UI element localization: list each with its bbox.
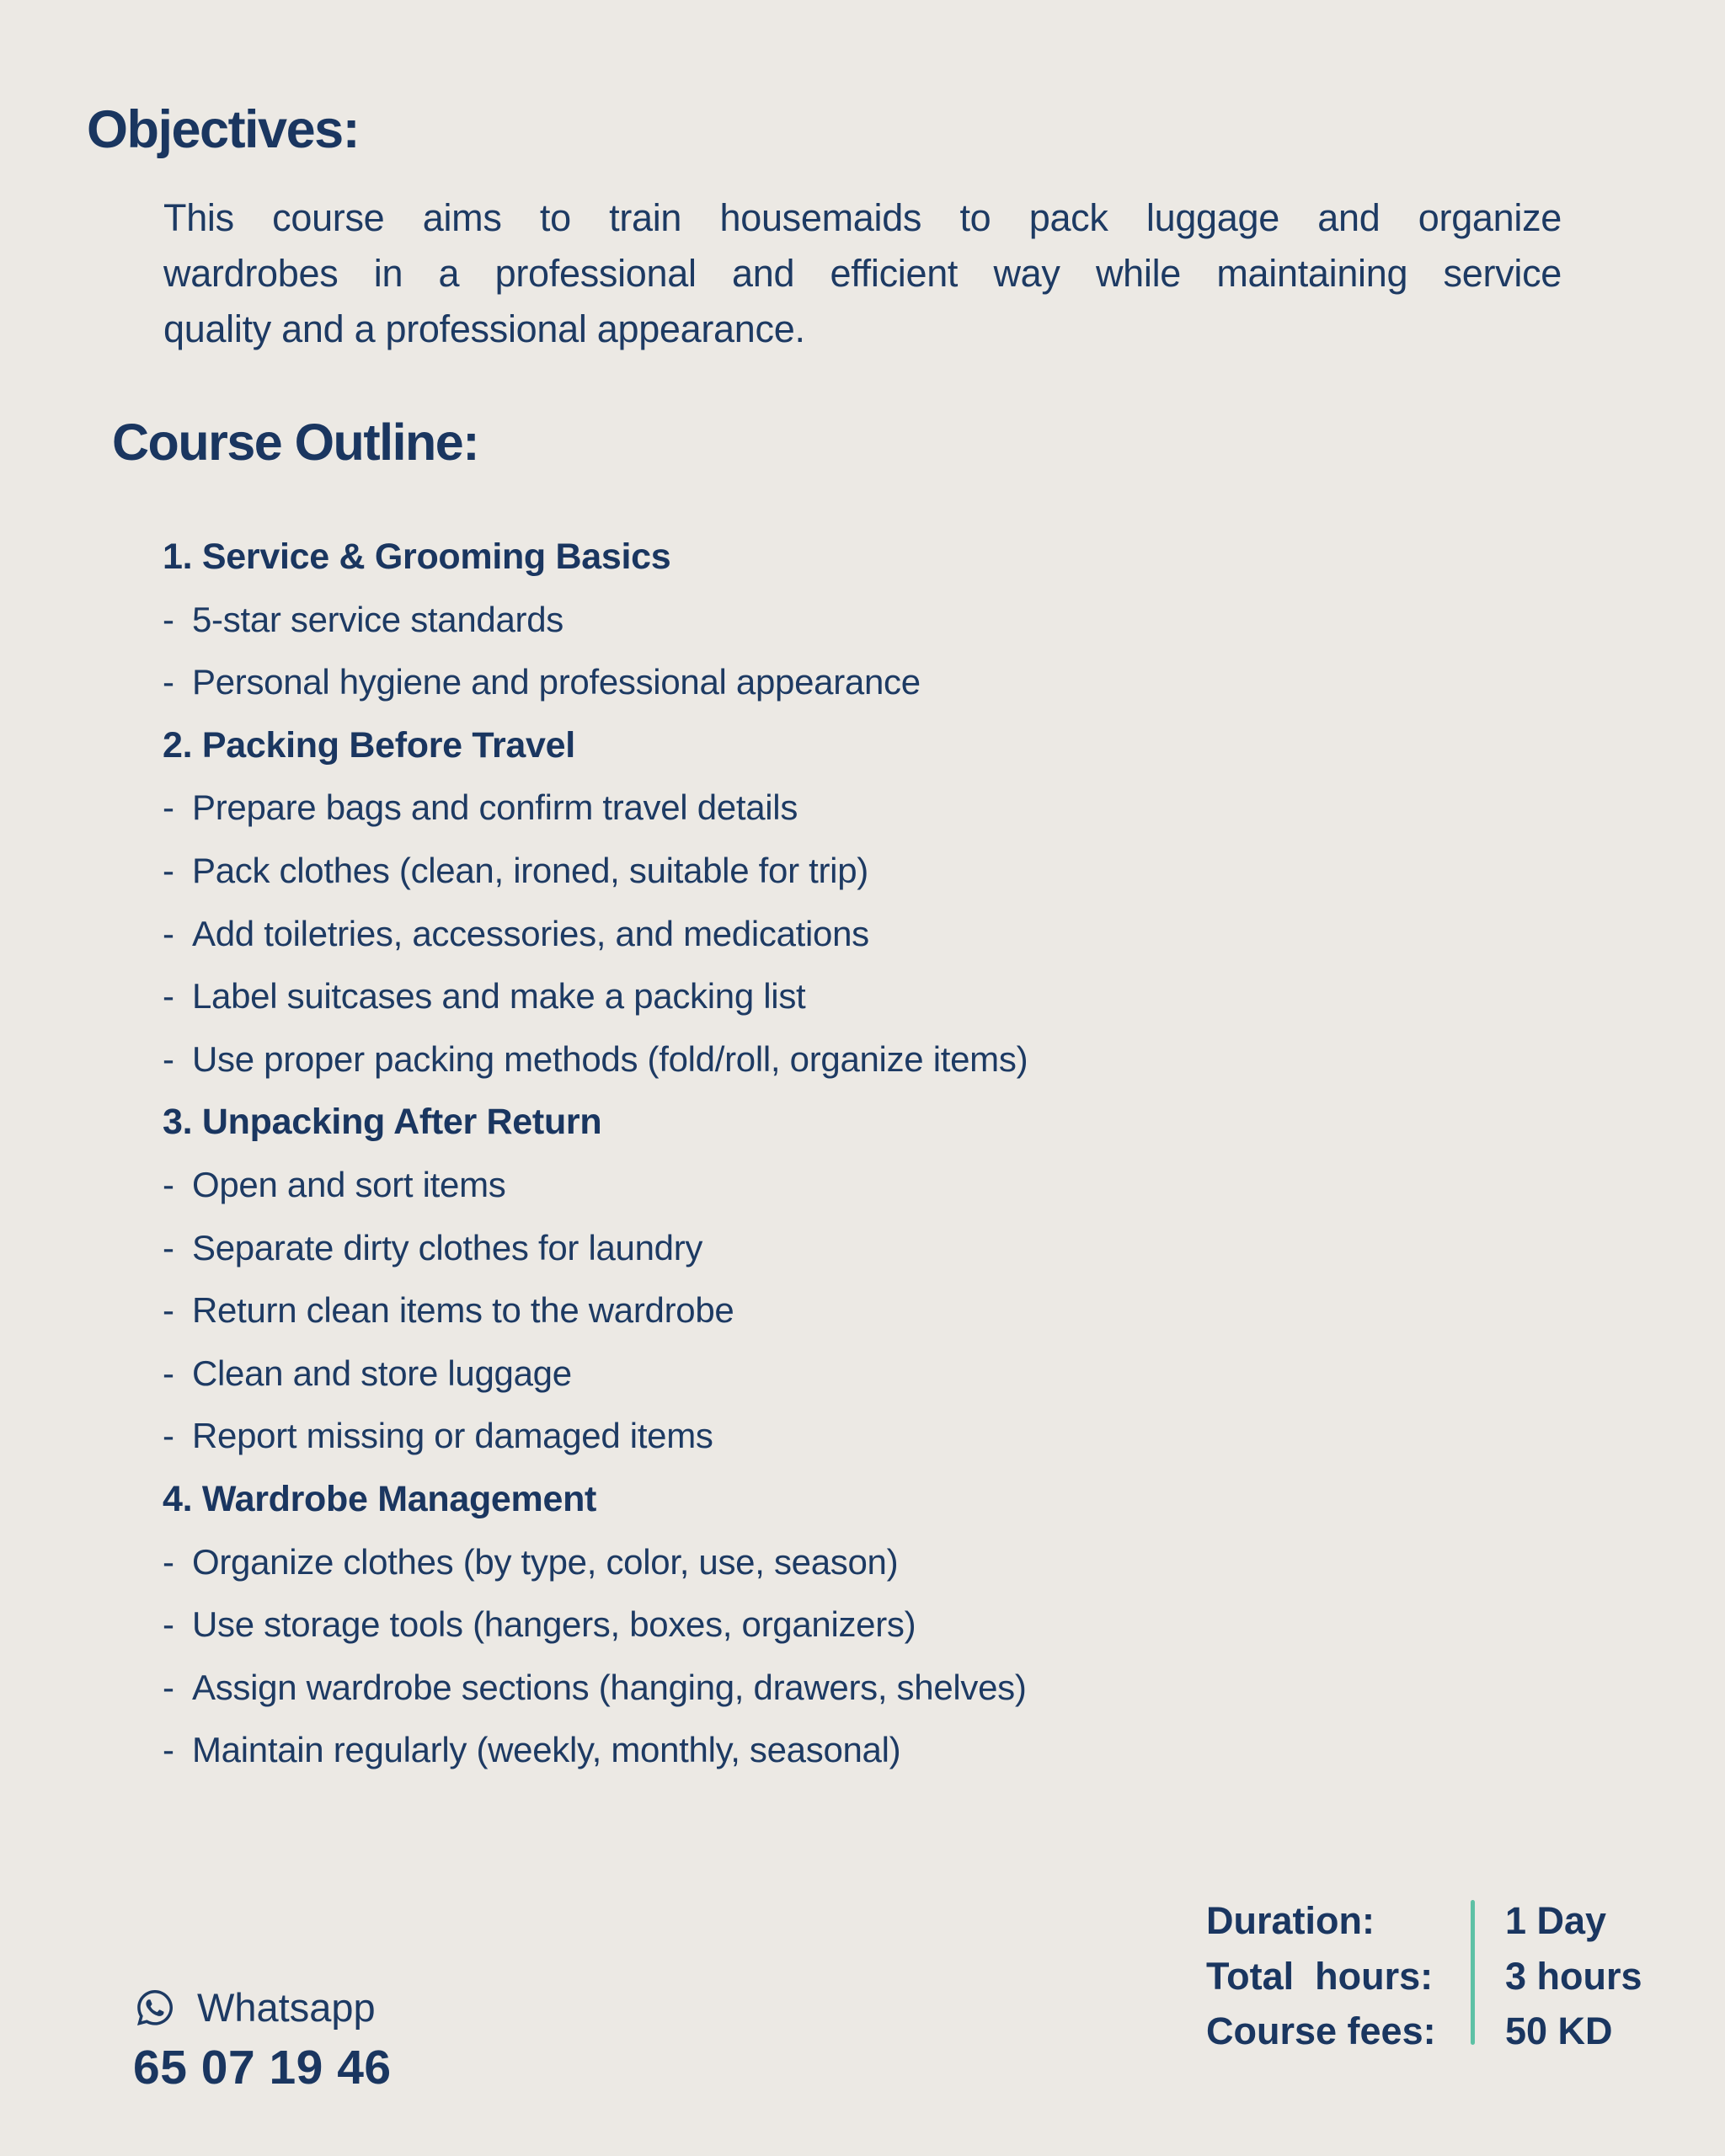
dash-bullet: - [163,1541,174,1582]
dash-bullet: - [163,1227,174,1267]
dash-bullet: - [163,1667,174,1707]
dash-bullet: - [163,1604,174,1645]
dash-bullet: - [163,1038,174,1079]
outline-item-label: Assign wardrobe sections (hanging, drawers, shelves) [192,1667,1027,1707]
outline-item-label: Prepare bags and confirm travel details [192,787,798,828]
outline-section-heading-2: 2. Packing Before Travel [163,724,575,766]
course-info-table [1206,1893,1642,2059]
outline-item-label: Use proper packing methods (fold/roll, organize items) [192,1038,1028,1079]
objectives-paragraph-line: wardrobes in a professional and efficient way while maintaining service [163,252,1562,295]
info-label: Total hours: [1206,1954,1434,1998]
outline-item-label: Organize clothes (by type, color, use, season) [192,1541,899,1582]
info-row-duration [1206,1893,1642,1949]
outline-item-label: Report missing or damaged items [192,1416,713,1456]
outline-item-label: Open and sort items [192,1164,506,1204]
outline-item-label: Add toiletries, accessories, and medications [192,913,869,953]
course-outline-list [163,526,1611,1782]
outline-item [163,903,1611,966]
objectives-paragraph [163,190,1562,357]
objectives-paragraph-line: This course aims to train housemaids to pack luggage and organize [163,196,1562,239]
outline-item [163,589,1611,652]
course-outline-heading: Course Outline: [112,414,479,471]
phone-number: 65 07 19 46 [133,2041,392,2095]
outline-section-heading-3: 3. Unpacking After Return [163,1102,602,1143]
whatsapp-label: Whatsapp [197,1985,376,2030]
outline-section-heading-4: 4. Wardrobe Management [163,1478,597,1519]
whatsapp-contact[interactable] [135,1984,376,2031]
outline-item [163,1657,1611,1720]
info-label: Duration: [1206,1899,1375,1942]
outline-item [163,1217,1611,1280]
outline-item [163,1531,1611,1594]
outline-item [163,1154,1611,1217]
outline-item-label: Return clean items to the wardrobe [192,1290,734,1331]
dash-bullet: - [163,913,174,953]
dash-bullet: - [163,850,174,890]
info-value: 1 Day [1505,1899,1607,1942]
dash-bullet: - [163,599,174,639]
dash-bullet: - [163,1290,174,1331]
outline-item [163,1028,1611,1091]
outline-item [163,840,1611,903]
dash-bullet: - [163,662,174,702]
outline-item-label: Use storage tools (hangers, boxes, organizers) [192,1604,916,1645]
outline-item-label: Personal hygiene and professional appearance [192,662,921,702]
outline-item-label: Maintain regularly (weekly, monthly, seasonal) [192,1730,901,1770]
dash-bullet: - [163,976,174,1017]
info-value: 3 hours [1505,1954,1642,1998]
info-divider-line [1471,1900,1475,2045]
outline-item-label: Separate dirty clothes for laundry [192,1227,703,1267]
dash-bullet: - [163,1730,174,1770]
outline-section-heading-1: 1. Service & Grooming Basics [163,536,671,577]
dash-bullet: - [163,787,174,828]
outline-item-label: Clean and store luggage [192,1353,572,1393]
dash-bullet: - [163,1353,174,1393]
outline-item [163,776,1611,840]
info-row-total-hours [1206,1949,1642,2004]
outline-item-label: Pack clothes (clean, ironed, suitable for trip) [192,850,868,890]
outline-item [163,1405,1611,1468]
outline-item [163,1719,1611,1782]
outline-item [163,1593,1611,1657]
dash-bullet: - [163,1416,174,1456]
whatsapp-icon [135,1988,175,2028]
objectives-heading: Objectives: [87,100,360,159]
info-label: Course fees: [1206,2009,1436,2052]
outline-item [163,1342,1611,1406]
objectives-paragraph-line: quality and a professional appearance. [163,307,805,350]
outline-item [163,651,1611,714]
info-value: 50 KD [1505,2009,1613,2052]
info-row-course-fees [1206,2004,1642,2059]
outline-item-label: 5-star service standards [192,599,563,639]
outline-item-label: Label suitcases and make a packing list [192,976,806,1017]
outline-item [163,965,1611,1028]
outline-item [163,1279,1611,1342]
dash-bullet: - [163,1164,174,1204]
